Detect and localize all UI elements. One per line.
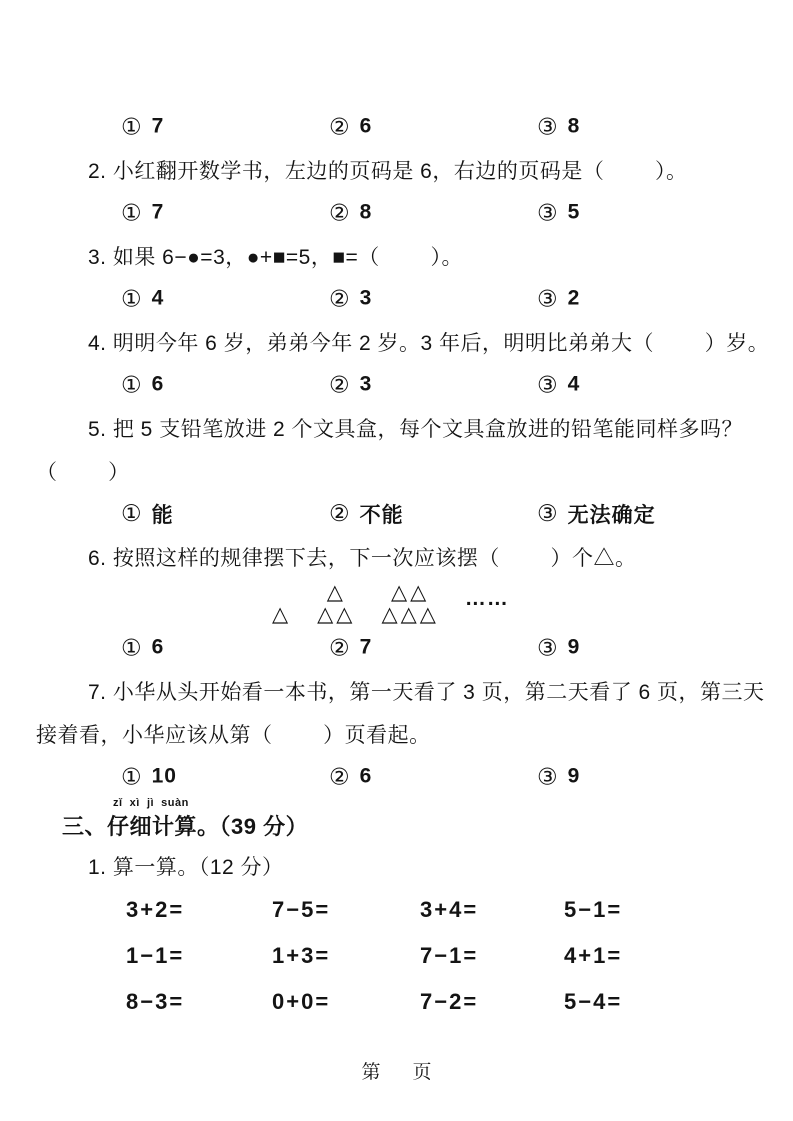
calc-expression: 0+0= [272,989,331,1014]
circled-1-icon: ① [121,763,142,789]
calc-expression: 5−4= [564,989,623,1014]
footer-label-right: 页 [412,1061,432,1083]
circled-3-icon: ③ [537,500,558,526]
calc-subtitle: 1. 算一算。（12 分） [88,855,284,879]
circled-3-icon: ③ [537,634,558,660]
calc-expression: 7−5= [272,897,331,922]
calc-expression: 7−2= [420,989,479,1014]
calc-expression: 7−1= [420,943,479,968]
q7-row-line2 [0,712,793,755]
q3-text: 3. 如果 6−●=3，●+■=5，■=（ ）。 [88,245,463,269]
q2-option-1 [121,199,164,226]
q6-text: 6. 按照这样的规律摆下去，下一次应该摆（ ）个△。 [88,546,637,570]
calc-expression: 1+3= [272,943,331,968]
circled-3-icon: ③ [537,199,558,225]
q2-option-2 [329,199,372,226]
calc-row-2 [0,933,793,979]
q4-option-2 [329,371,372,398]
section3-header [0,798,793,844]
q6-option-2-label: 7 [359,635,373,659]
q3-row [0,234,793,277]
ellipsis-dots: …… [464,587,509,610]
q6-option-3 [537,634,580,661]
q7-option-3-label: 9 [567,764,581,788]
triangle-group-1 [272,604,291,626]
calc-expression: 4+1= [564,943,623,968]
q3-options-row [0,277,793,320]
calc-expression: 3+4= [420,897,479,922]
circled-1-icon: ① [121,371,142,397]
q1-option-1-label: 7 [151,114,165,138]
circled-2-icon: ② [329,199,350,225]
q3-option-2 [329,285,372,312]
calc-expression: 8−3= [126,989,185,1014]
calc-row-3 [0,979,793,1025]
q5-text: 5. 把 5 支铅笔放进 2 个文具盒，每个文具盒放进的铅笔能同样多吗？ [88,417,744,441]
circled-3-icon: ③ [537,371,558,397]
q5-answer-blank: （ ） [36,460,130,484]
q5-option-1-label: 能 [151,503,174,527]
q5-row [0,406,793,449]
q2-option-3 [537,199,580,226]
q6-triangle-pattern [0,578,793,626]
circled-3-icon: ③ [537,763,558,789]
q1-option-2-label: 6 [359,114,373,138]
calc-expression: 1−1= [126,943,185,968]
q1-option-2 [329,113,372,140]
circled-1-icon: ① [121,634,142,660]
q6-option-1 [121,634,164,661]
q1-options-row [0,105,793,148]
q4-option-3-label: 4 [567,372,581,396]
q3-option-2-label: 3 [359,286,373,310]
footer-label-left: 第 [361,1061,381,1083]
q6-options-row [0,626,793,669]
q6-row [0,535,793,578]
q2-options-row [0,191,793,234]
q3-option-3 [537,285,580,312]
calc-subtitle-row [0,844,793,887]
circled-3-icon: ③ [537,113,558,139]
q4-text: 4. 明明今年 6 岁，弟弟今年 2 岁。3 年后，明明比弟弟大（ ）岁。 [88,331,770,355]
q1-option-3-label: 8 [567,114,581,138]
q4-option-2-label: 3 [359,372,373,396]
q5-option-2-label: 不能 [359,503,404,527]
section3-title: 三、仔细计算。（39 分） [62,814,309,839]
q4-options-row [0,363,793,406]
q7-option-1 [121,763,177,790]
q7-options-row [0,755,793,798]
q5-option-1 [121,499,174,529]
circled-2-icon: ② [329,500,350,526]
triangle-icon: △△ [391,581,430,604]
circled-1-icon: ① [121,199,142,225]
circled-2-icon: ② [329,634,350,660]
q3-option-1 [121,285,164,312]
q5-option-2 [329,499,404,529]
q2-option-3-label: 5 [567,200,581,224]
q2-row [0,148,793,191]
section3-pinyin: zǐ xì jì suàn [113,797,189,809]
q7-row-line1 [0,669,793,712]
triangle-icon: △ [326,581,346,604]
circled-2-icon: ② [329,763,350,789]
q1-option-3 [537,113,580,140]
calc-row-1 [0,887,793,933]
q7-text-line1: 7. 小华从头开始看一本书，第一天看了 3 页，第二天看了 6 页，第三天 [88,680,765,704]
page-footer [0,1048,793,1092]
triangle-icon: △△△ [381,603,439,626]
q5-option-3-label: 无法确定 [567,503,656,527]
q1-option-1 [121,113,164,140]
calc-expression: 5−1= [564,897,623,922]
q4-option-1 [121,371,164,398]
circled-2-icon: ② [329,113,350,139]
q5-option-3 [537,499,656,529]
circled-1-icon: ① [121,500,142,526]
q2-option-2-label: 8 [359,200,373,224]
circled-2-icon: ② [329,285,350,311]
q7-option-2-label: 6 [359,764,373,788]
q6-option-3-label: 9 [567,635,581,659]
q7-option-1-label: 10 [151,764,177,788]
q7-option-3 [537,763,580,790]
q3-option-1-label: 4 [151,286,165,310]
triangle-icon: △△ [317,603,356,626]
q2-option-1-label: 7 [151,200,165,224]
q3-option-3-label: 2 [567,286,581,310]
q7-option-2 [329,763,372,790]
q2-text: 2. 小红翻开数学书，左边的页码是 6，右边的页码是（ ）。 [88,159,688,183]
q4-option-3 [537,371,580,398]
q5-continuation-row [0,449,793,492]
circled-2-icon: ② [329,371,350,397]
triangle-icon: △ [272,603,292,626]
circled-3-icon: ③ [537,285,558,311]
circled-1-icon: ① [121,285,142,311]
q4-row [0,320,793,363]
calc-expression: 3+2= [126,897,185,922]
triangle-group-3 [381,582,438,626]
q5-options-row [0,492,793,535]
q6-option-1-label: 6 [151,635,165,659]
q6-option-2 [329,634,372,661]
q7-text-line2: 接着看，小华应该从第（ ）页看起。 [36,723,431,747]
triangle-group-2 [317,582,355,626]
circled-1-icon: ① [121,113,142,139]
q4-option-1-label: 6 [151,372,165,396]
